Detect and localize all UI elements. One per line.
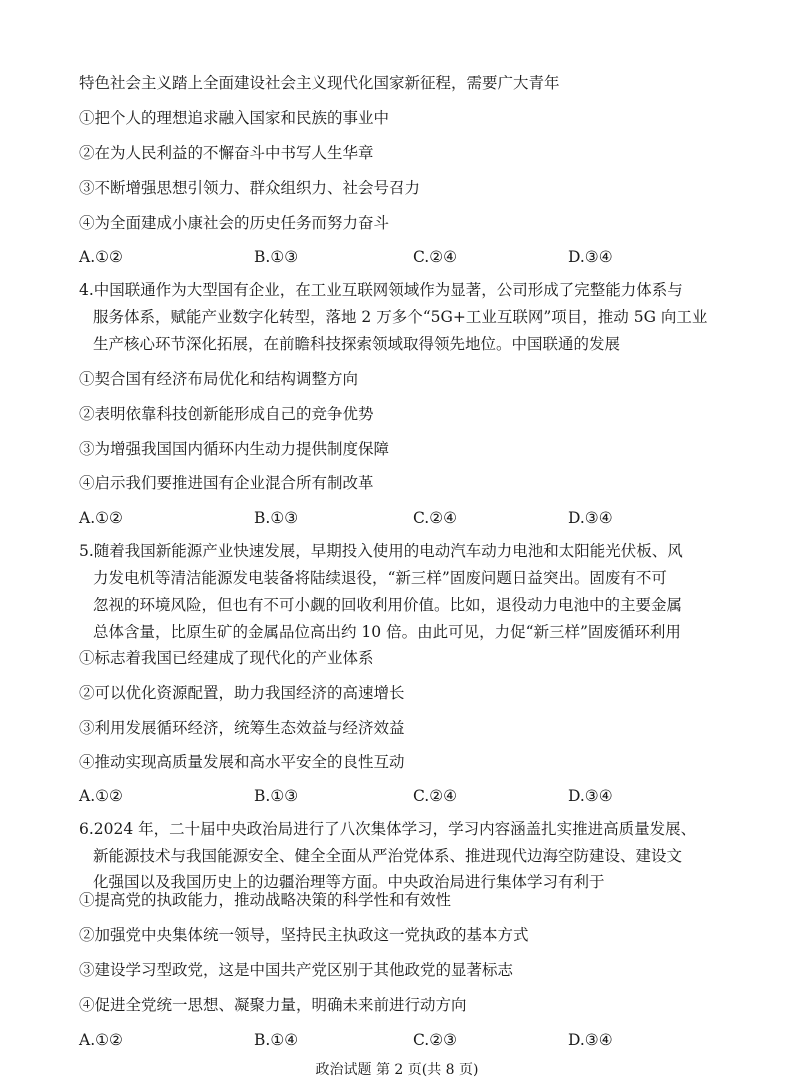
q5-option-b: B.①③ xyxy=(254,787,299,805)
q5-statement-2: ②可以优化资源配置，助力我国经济的高速增长 xyxy=(79,684,405,702)
q3-options xyxy=(79,247,759,267)
q5-statement-4: ④推动实现高质量发展和高水平安全的良性互动 xyxy=(79,753,405,771)
q4-stem-line-3: 生产核心环节深化拓展，在前瞻科技探索领域取得领先地位。中国联通的发展 xyxy=(93,335,621,353)
q5-stem-line-3: 忽视的环境风险，但也有不可小觑的回收利用价值。比如，退役动力电池中的主要金属 xyxy=(93,596,683,614)
q3-statement-3: ③不断增强思想引领力、群众组织力、社会号召力 xyxy=(79,179,421,197)
q3-option-a: A.①② xyxy=(79,248,123,266)
page-footer: 政治试题 第 2 页(共 8 页) xyxy=(315,1062,479,1078)
q6-statement-4: ④促进全党统一思想、凝聚力量，明确未来前进行动方向 xyxy=(79,996,467,1014)
q3-option-c: C.②④ xyxy=(413,248,458,266)
q4-options xyxy=(79,508,759,528)
q5-option-d: D.③④ xyxy=(568,787,613,805)
q5-stem-line-4: 总体含量，比原生矿的金属品位高出约 10 倍。由此可见，力促“新三样”固废循环利用 xyxy=(93,623,681,641)
q3-statement-4: ④为全面建成小康社会的历史任务而努力奋斗 xyxy=(79,214,390,232)
q6-statement-1: ①提高党的执政能力，推动战略决策的科学性和有效性 xyxy=(79,891,452,909)
q4-statement-4: ④启示我们要推进国有企业混合所有制改革 xyxy=(79,474,374,492)
q4-option-a: A.①② xyxy=(79,509,123,527)
q4-statement-3: ③为增强我国国内循环内生动力提供制度保障 xyxy=(79,440,390,458)
q5-options xyxy=(79,786,759,806)
q3-option-b: B.①③ xyxy=(254,248,299,266)
q3-statement-1: ①把个人的理想追求融入国家和民族的事业中 xyxy=(79,109,390,127)
q6-statement-3: ③建设学习型政党，这是中国共产党区别于其他政党的显著标志 xyxy=(79,961,514,979)
q5-statement-3: ③利用发展循环经济，统筹生态效益与经济效益 xyxy=(79,719,405,737)
q6-options xyxy=(79,1030,759,1050)
q4-stem-line-1: 4.中国联通作为大型国有企业，在工业互联网领域作为显著，公司形成了完整能力体系与 xyxy=(79,281,683,299)
q5-statement-1: ①标志着我国已经建成了现代化的产业体系 xyxy=(79,649,374,667)
q4-option-c: C.②④ xyxy=(413,509,458,527)
q6-stem-line-2: 新能源技术与我国能源安全、健全全面从严治党体系、推进现代边海空防建设、建设文 xyxy=(93,847,683,865)
q6-option-b: B.①④ xyxy=(254,1031,299,1049)
q3-statement-2: ②在为人民利益的不懈奋斗中书写人生华章 xyxy=(79,144,374,162)
q5-option-c: C.②④ xyxy=(413,787,458,805)
q5-option-a: A.①② xyxy=(79,787,123,805)
q6-stem-line-3: 化强国以及我国历史上的边疆治理等方面。中央政治局进行集体学习有利于 xyxy=(93,873,605,891)
q4-stem-line-2: 服务体系，赋能产业数字化转型，落地 2 万多个“5G+工业互联网”项目，推动 5G 向工业 xyxy=(93,308,708,326)
q3-stem-line-1: 特色社会主义踏上全面建设社会主义现代化国家新征程，需要广大青年 xyxy=(79,74,560,92)
q5-stem-line-1: 5.随着我国新能源产业快速发展，早期投入使用的电动汽车动力电池和太阳能光伏板、风 xyxy=(79,542,683,560)
q6-option-d: D.③④ xyxy=(568,1031,613,1049)
q4-option-d: D.③④ xyxy=(568,509,613,527)
q3-option-d: D.③④ xyxy=(568,248,613,266)
q6-stem-line-1: 6.2024 年，二十届中央政治局进行了八次集体学习，学习内容涵盖扎实推进高质量发展、 xyxy=(79,820,697,838)
q6-option-c: C.②③ xyxy=(413,1031,458,1049)
q4-statement-2: ②表明依靠科技创新能形成自己的竞争优势 xyxy=(79,405,374,423)
q6-statement-2: ②加强党中央集体统一领导，坚持民主执政这一党执政的基本方式 xyxy=(79,926,529,944)
q4-statement-1: ①契合国有经济布局优化和结构调整方向 xyxy=(79,370,359,388)
q5-stem-line-2: 力发电机等清洁能源发电装备将陆续退役，“新三样”固废问题日益突出。固废有不可 xyxy=(93,569,667,587)
q6-option-a: A.①② xyxy=(79,1031,123,1049)
q4-option-b: B.①③ xyxy=(254,509,299,527)
